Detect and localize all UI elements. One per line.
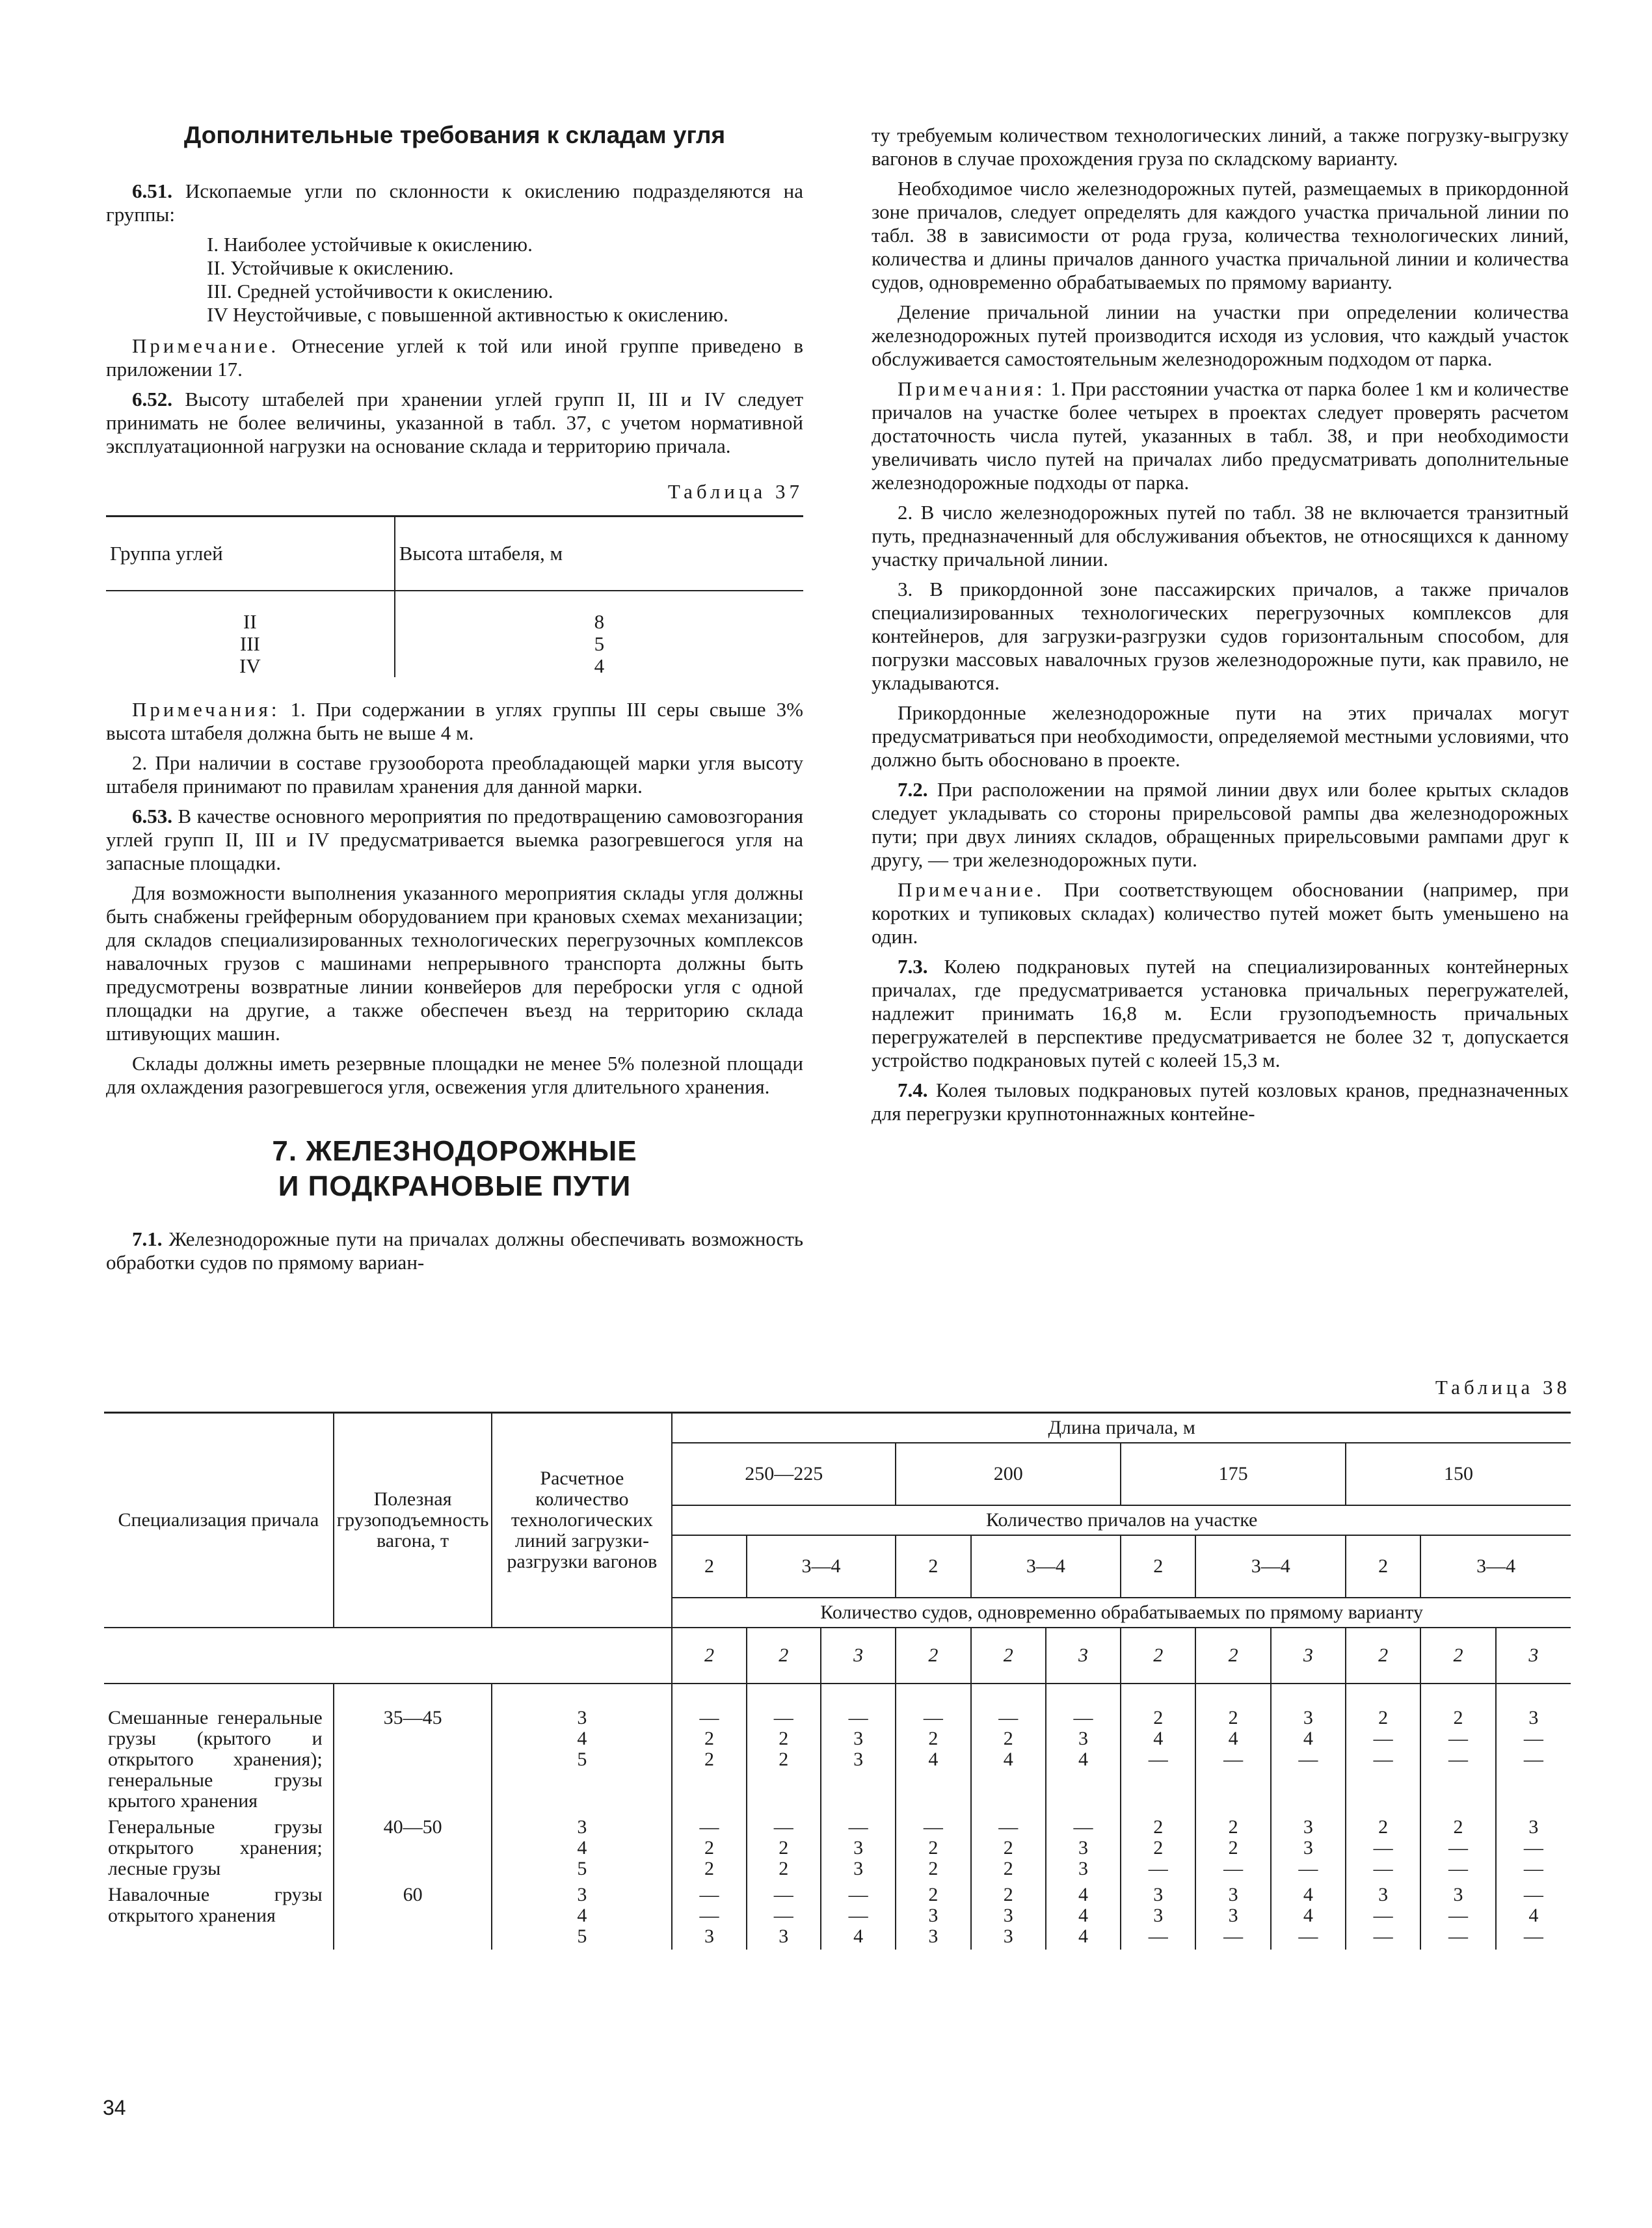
table-row	[104, 1684, 1571, 1814]
track-count-cell: 2 — —	[1420, 1814, 1495, 1882]
note-reduce-tracks: Примечание. При соответствующем обосновании (например, при коротких и тупиковых складах) количество путей может быть уменьшено на один.	[872, 878, 1569, 948]
length-175: 175	[1121, 1443, 1346, 1505]
track-count-cell: 2 2 —	[1121, 1814, 1195, 1882]
table-37-col-height: Высота штабеля, м	[395, 517, 803, 591]
notes-sulfur: Примечания: 1. При содержании в углях группы III серы свыше 3% высота штабеля должна быть не выше 4 м.	[106, 698, 803, 744]
ship-count: 2	[747, 1628, 821, 1684]
table-38-ships-header: Количество судов, одновременно обрабатываемых по прямому варианту	[672, 1598, 1571, 1628]
ship-count: 3	[1046, 1628, 1121, 1684]
ship-count: 2	[1420, 1628, 1495, 1684]
length-250-225: 250—225	[672, 1443, 896, 1505]
ship-count: 2	[896, 1628, 970, 1684]
track-count-cell: 2 3 3	[896, 1882, 970, 1950]
track-count-cell: — 4 —	[1496, 1882, 1571, 1950]
track-count-cell: 3 4 —	[1271, 1684, 1346, 1814]
berth-count: 2	[896, 1535, 970, 1598]
lines-cell: 3 4 5	[492, 1882, 672, 1950]
track-count-cell: 3 — —	[1346, 1882, 1420, 1950]
track-count-cell: 3 3 —	[1195, 1882, 1270, 1950]
berth-count: 3—4	[1420, 1535, 1571, 1598]
lines-cell: 3 4 5	[492, 1814, 672, 1882]
paragraph-7-2: 7.2. При расположении на прямой линии двух или более крытых складов следует укладывать со стороны прирельсовой рампы два железнодорожных пути; при двух линиях складов, обращенных прирельсовыми рампами друг к другу, — три железнодорожных пути.	[872, 778, 1569, 871]
ship-count: 3	[1271, 1628, 1346, 1684]
page-number: 34	[103, 2096, 126, 2119]
length-200: 200	[896, 1443, 1121, 1505]
coal-group-2: II. Устойчивые к окислению.	[207, 256, 454, 279]
table-38-berths-header: Количество причалов на участке	[672, 1505, 1571, 1535]
berth-count: 2	[672, 1535, 746, 1598]
capacity-cell: 40—50	[334, 1814, 492, 1882]
section-7-title: 7. ЖЕЛЕЗНОДОРОЖНЫЕ И ПОДКРАНОВЫЕ ПУТИ	[272, 1135, 637, 1202]
track-count-cell: 4 4 —	[1271, 1882, 1346, 1950]
capacity-cell: 35—45	[334, 1684, 492, 1814]
coal-storage-heading: Дополнительные требования к складам угля	[183, 122, 726, 148]
table-37	[106, 515, 803, 677]
paragraph-7-4: 7.4. Колея тыловых подкрановых путей козловых кранов, предназначенных для перегрузки крупнотоннажных контейне-	[872, 1079, 1569, 1125]
paragraph-6-52: 6.52. Высоту штабелей при хранении углей групп II, III и IV следует принимать не более величины, указанной в табл. 37, с учетом нормативной эксплуатационной нагрузки на основание склада и территорию причала.	[106, 388, 804, 457]
lines-cell: 3 4 5	[492, 1684, 672, 1814]
table-38-lines-header: Расчетное количество технологических линий загрузки-разгрузки вагонов	[492, 1413, 672, 1628]
length-150: 150	[1346, 1443, 1571, 1505]
table-38-header-spacer	[104, 1628, 672, 1684]
table-row	[104, 1814, 1571, 1882]
specialization-cell: Навалочные грузы открытого хранения	[108, 1884, 323, 1926]
track-count-cell: 2 3 3	[971, 1882, 1046, 1950]
coal-group-1: I. Наиболее устойчивые к окислению.	[207, 233, 533, 256]
ship-count: 2	[1195, 1628, 1270, 1684]
track-count-cell: 2 2 —	[1195, 1814, 1270, 1882]
track-count-cell: 2 4 —	[1195, 1684, 1270, 1814]
left-column	[106, 124, 803, 1281]
track-count-cell: 3 — —	[1420, 1882, 1495, 1950]
paragraph-7-1: 7.1. Железнодорожные пути на причалах должны обеспечивать возможность обработки судов по прямому вариан-	[106, 1228, 804, 1274]
table-38-length-header: Длина причала, м	[672, 1413, 1571, 1443]
specialization-cell: Генеральные грузы открытого хранения; лесные грузы	[108, 1816, 323, 1879]
paragraph-6-53-b: Для возможности выполнения указанного мероприятия склады угля должны быть снабжены грейферным оборудованием при крановых схемах механизации; для складов специализированных технологических перегрузочных комплексов навалочных грузов с машинами непрерывного транспорта должны быть предусмотрены возвратные линии конвейеров для переброски угля с одной площадки на другие, а также обеспечен въезд на территорию склада штивующих машин.	[106, 881, 803, 1045]
track-count-cell: — 3 3	[1046, 1814, 1121, 1882]
paragraph-rear-tracks: Прикордонные железнодорожные пути на этих причалах могут предусматриваться при необходимости, определяемой местными условиями, что должно быть обосновано в проекте.	[872, 701, 1569, 771]
paragraph-6-53: 6.53. В качестве основного мероприятия по предотвращению самовозгорания углей групп II, III и IV предусматривается выемка разогревшегося угля на запасные площадки.	[106, 805, 803, 874]
paragraph-7-3: 7.3. Колею подкрановых путей на специализированных контейнерных причалах, где предусматривается установка причальных перегружателей, надлежит принимать 16,8 м. Если грузоподъемность причальных перегружателей в перспективе предусматривается не более 32 т, допускается устройство подкрановых путей с колеей 15,3 м.	[872, 955, 1569, 1071]
paragraph-7-1-cont: ту требуемым количеством технологических линий, а также погрузку-выгрузку вагонов в случае прохождения груза по складскому варианту.	[872, 124, 1569, 170]
right-column	[872, 124, 1569, 1132]
track-count-cell: 3 — —	[1496, 1684, 1571, 1814]
track-count-cell: — 2 2	[672, 1814, 746, 1882]
capacity-cell: 60	[334, 1882, 492, 1950]
track-count-cell: 2 4 —	[1121, 1684, 1195, 1814]
track-count-cell: 2 — —	[1346, 1814, 1420, 1882]
table-38-body	[104, 1684, 1571, 1950]
note-transit-track: 2. В число железнодорожных путей по табл. 38 не включается транзитный путь, предназначенный для обслуживания объектов, не относящихся к данному участку причальной линии.	[872, 501, 1569, 570]
track-count-cell: 3 3 —	[1271, 1814, 1346, 1882]
track-count-cell: — 2 2	[747, 1684, 821, 1814]
berth-count: 2	[1121, 1535, 1195, 1598]
paragraph-6-53-c: Склады должны иметь резервные площадки не менее 5% полезной площади для охлаждения разогревшегося угля, освежения угля длительного хранения.	[106, 1052, 803, 1098]
track-count-cell: — 3 4	[1046, 1684, 1121, 1814]
track-count-cell: 3 3 —	[1121, 1882, 1195, 1950]
ship-count: 3	[1496, 1628, 1571, 1684]
berth-count: 2	[1346, 1535, 1420, 1598]
berth-count: 3—4	[1195, 1535, 1346, 1598]
paragraph-6-51: 6.51. Ископаемые угли по склонности к окислению подразделяются на группы:	[106, 180, 803, 226]
track-count-cell: 2 — —	[1346, 1684, 1420, 1814]
paragraph-sections: Деление причальной линии на участки при определении количества железнодорожных путей производится исходя из условия, что каждый участок обслуживается самостоятельным железнодорожным подходом от парка.	[872, 301, 1569, 370]
note-passenger-berths: 3. В прикордонной зоне пассажирских причалов, а также причалов специализированных технологических перегрузочных комплексов для контейнеров, для загрузки-разгрузки судов горизонтальным способом, для погрузки массовых навалочных грузов железнодорожные пути, как правило, не укладываются.	[872, 578, 1569, 694]
ship-count: 3	[821, 1628, 896, 1684]
berth-count: 3—4	[747, 1535, 896, 1598]
track-count-cell: — — 3	[672, 1882, 746, 1950]
table-37-caption: Таблица 37	[667, 480, 803, 503]
track-count-cell: — 3 3	[821, 1684, 896, 1814]
table-37-heights: 8 5 4	[395, 591, 803, 677]
coal-group-4: IV Неустойчивые, с повышенной активностью к окислению.	[207, 303, 728, 326]
track-count-cell: — 2 4	[971, 1684, 1046, 1814]
table-38-spec-header: Специализация причала	[104, 1413, 334, 1628]
berth-count: 3—4	[971, 1535, 1121, 1598]
track-count-cell: — 2 2	[672, 1684, 746, 1814]
paragraph-track-count: Необходимое число железнодорожных путей, размещаемых в прикордонной зоне причалов, следует определять для каждого участка причальной линии по табл. 38 в зависимости от рода груза, количества технологических линий, количества и длины причалов данного участка причальной линии и количества судов, одновременно обрабатываемых по прямому варианту.	[872, 177, 1569, 293]
track-count-cell: — 3 3	[821, 1814, 896, 1882]
track-count-cell: — — 3	[747, 1882, 821, 1950]
track-count-cell: — — 4	[821, 1882, 896, 1950]
table-row	[104, 1882, 1571, 1950]
table-38-caption: Таблица 38	[1435, 1376, 1571, 1399]
track-count-cell: — 2 4	[896, 1684, 970, 1814]
ship-count: 2	[1346, 1628, 1420, 1684]
track-count-cell: 3 — —	[1496, 1814, 1571, 1882]
note-brand: 2. При наличии в составе грузооборота преобладающей марки угля высоту штабеля принимают по правилам хранения для данной марки.	[106, 751, 803, 798]
ship-count: 2	[672, 1628, 746, 1684]
track-count-cell: 2 — —	[1420, 1684, 1495, 1814]
coal-group-3: III. Средней устойчивости к окислению.	[207, 280, 553, 302]
track-count-cell: 4 4 4	[1046, 1882, 1121, 1950]
ship-count: 2	[1121, 1628, 1195, 1684]
table-38-capacity-header: Полезная грузоподъемность вагона, т	[334, 1413, 492, 1628]
track-count-cell: — 2 2	[896, 1814, 970, 1882]
track-count-cell: — 2 2	[747, 1814, 821, 1882]
note-distance: Примечания: 1. При расстоянии участка от парка более 1 км и количестве причалов на участке более четырех в проектах следует проверять расчетом достаточность числа путей, указанных в табл. 38, и при необходимости увеличивать число путей на причалах либо предусматривать дополнительные железнодорожные подходы от парка.	[872, 377, 1569, 494]
specialization-cell: Смешанные генеральные грузы (крытого и открытого хранения); генеральные грузы крытого хранения	[108, 1707, 323, 1812]
table-37-groups: II III IV	[239, 610, 261, 677]
table-38	[104, 1412, 1571, 1950]
table-37-col-group: Группа углей	[106, 517, 395, 591]
track-count-cell: — 2 2	[971, 1814, 1046, 1882]
note-appendix-17: Примечание. Отнесение углей к той или иной группе приведено в приложении 17.	[106, 334, 803, 381]
ship-count: 2	[971, 1628, 1046, 1684]
